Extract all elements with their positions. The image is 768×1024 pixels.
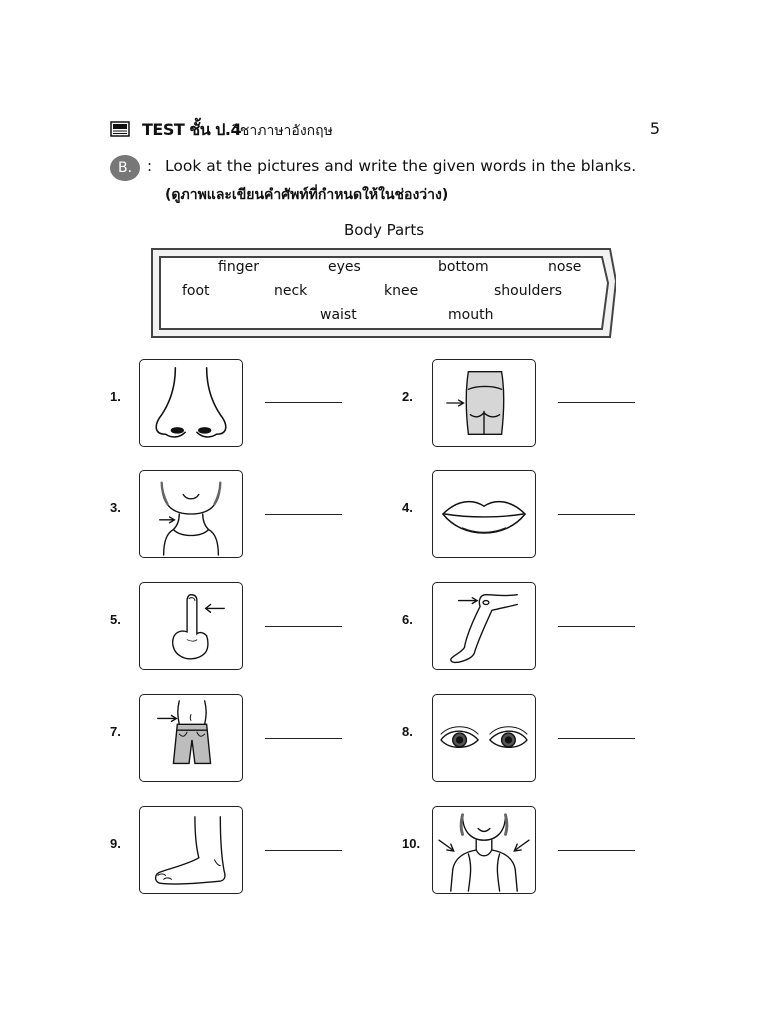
answer-blank[interactable] [265, 850, 342, 851]
eyes-picture [432, 694, 536, 782]
mouth-picture [432, 470, 536, 558]
answer-blank[interactable] [558, 514, 635, 515]
item-number: 2. [402, 389, 413, 404]
word-bank-title: Body Parts [343, 221, 425, 239]
book-icon [110, 121, 130, 137]
item-number: 7. [110, 724, 121, 739]
section-colon: : [147, 157, 153, 175]
word-neck: neck [274, 283, 308, 299]
test-title: TEST ชั้น ป.4 [142, 120, 242, 139]
knee-picture [432, 582, 536, 670]
word-shoulders: shoulders [494, 283, 563, 299]
waist-picture [139, 694, 243, 782]
answer-blank[interactable] [558, 626, 635, 627]
nose-picture [139, 359, 243, 447]
answer-blank[interactable] [265, 514, 342, 515]
answer-blank[interactable] [558, 850, 635, 851]
neck-picture [139, 470, 243, 558]
page-header [110, 118, 660, 142]
word-foot: foot [182, 283, 210, 299]
item-number: 4. [402, 500, 413, 515]
answer-blank[interactable] [265, 738, 342, 739]
item-number: 3. [110, 500, 121, 515]
word-waist: waist [320, 307, 357, 323]
word-eyes: eyes [328, 259, 361, 275]
instruction-thai: (ดูภาพและเขียนคำศัพท์ที่กำหนดให้ในช่องว่าง) [165, 187, 449, 203]
item-number: 5. [110, 612, 121, 627]
item-number: 8. [402, 724, 413, 739]
answer-blank[interactable] [558, 402, 635, 403]
page-number: 5 [649, 119, 660, 138]
item-number: 9. [110, 836, 121, 851]
item-number: 6. [402, 612, 413, 627]
shoulders-picture [432, 806, 536, 894]
word-knee: knee [384, 283, 419, 299]
word-bottom: bottom [438, 259, 489, 275]
answer-blank[interactable] [265, 626, 342, 627]
word-finger: finger [218, 259, 259, 275]
answer-blank[interactable] [265, 402, 342, 403]
instruction-english: Look at the pictures and write the given words in the blanks. [165, 157, 637, 175]
item-number: 10. [402, 836, 421, 851]
word-bank-box [150, 247, 616, 339]
foot-picture [139, 806, 243, 894]
finger-picture [139, 582, 243, 670]
subject-title: วิชาภาษาอังกฤษ [232, 123, 333, 139]
answer-blank[interactable] [558, 738, 635, 739]
item-number: 1. [110, 389, 121, 404]
section-badge: B. [110, 155, 140, 181]
bottom-picture [432, 359, 536, 447]
word-nose: nose [548, 259, 582, 275]
word-mouth: mouth [448, 307, 494, 323]
